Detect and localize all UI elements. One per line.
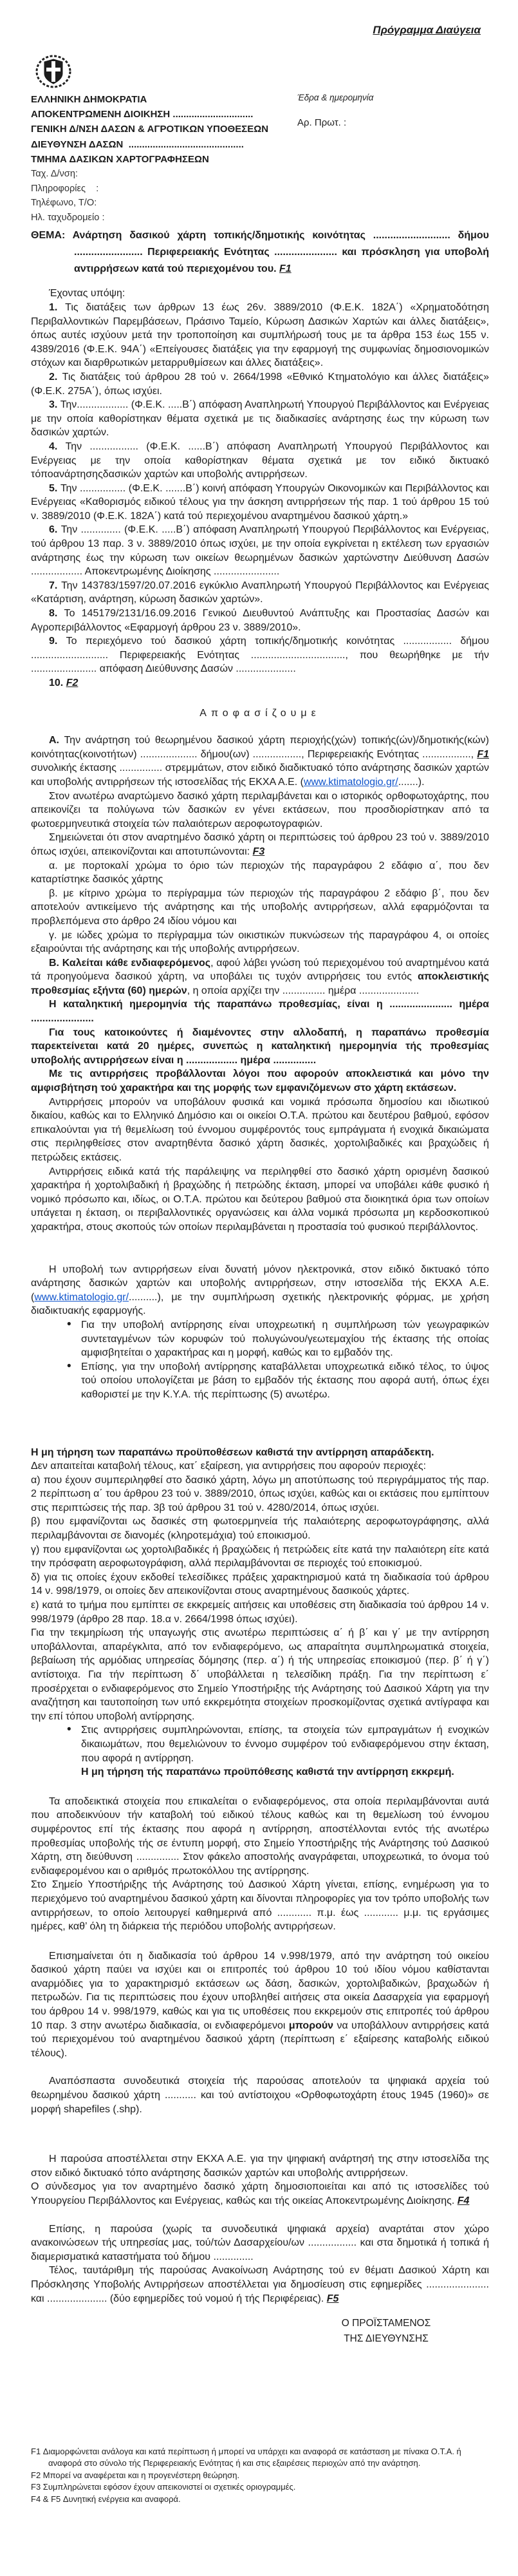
paragraph: [31, 1446, 489, 1460]
text-run: 3.: [49, 399, 60, 411]
text-run: Με τις αντιρρήσεις προβάλλονται λόγοι που αφορούν αποκλειστικά και μόνο την αμφισβήτηση τού χαρακτήρα και της μορφής των εμφανιζόμενων στο χάρτη εκτάσεων.: [31, 1068, 489, 1094]
agency-line-decentralized-admin: ΑΠΟΚΕΝΤΡΩΜΕΝΗ ΔΙΟΙΚΗΣΗ ..............................: [31, 109, 254, 120]
signature-title-line2: ΤΗΣ ΔΙΕΥΘΥΝΣΗΣ: [344, 2333, 429, 2345]
text-run: Σημειώνεται ότι στον αναρτημένο δασικό χάρτη οι περιπτώσεις τού άρθρου 23 τού ν. 3889/2010 όπως ισχύει, απεικονίζονται και αποτυπώνονται:: [31, 832, 489, 857]
text-run: ..........: [129, 1291, 158, 1303]
text-run: Τις διατάξεις τού άρθρου 28 τού ν. 2664/1998 «Εθνικό Κτηματολόγιο και άλλες διατάξεις» (Φ.Ε.Κ. 275Α΄), όπως ισχύει.: [31, 371, 489, 397]
text-run: Αποφασίζουμε: [199, 707, 320, 719]
text-run: Τα αποδεικτικά στοιχεία που επικαλείται ο ενδιαφερόμενος, στα οποία περιλαμβάνονται αυτά που αποδεικνύουν τήν καταβολή τού ειδικού τέλους καθώς και τη θεμελίωση τού έννομου συμφέροντος επί τής έκτασης που αφορά η αντίρρηση, αποστέλλονται εντός τής ανωτέρω προθεσμίας υποβολής τής σε έντυπη μορφή, στο Σημείο Υποστήριξης τής Ανάρτησης τού Δασικού Χάρτη, στη διεύθυνση ............... Στον φάκελο αποστολής αναγράφεται, υποχρεωτικά, το όνομα τού ενδιαφερομένου και ο αριθμός πρωτοκόλλου της αντίρρησης.: [31, 1795, 489, 1877]
text-run: Η παρούσα αποστέλλεται στην ΕΚΧΑ Α.Ε. για την ψηφιακή ανάρτησή της στην ιστοσελίδα της στον ειδικό δικτυακό τόπο ανάρτησης δασικών χαρτών και υποβολής αντιρρήσεων.: [31, 2154, 489, 2179]
contact-email-label: Ηλ. ταχυδρομείο :: [31, 212, 105, 223]
text-run: Την ανάρτηση τού θεωρημένου δασικού χάρτη περιοχής(χών) τοπικής(ών)/δημοτικής(κών) κοινότητας(κοινοτήτων) .................... δήμου(ων) ................., Περιφερειακής Ενότητας .................,: [31, 735, 490, 760]
paragraph: [31, 831, 489, 858]
footnote-ref: F1: [477, 748, 489, 760]
text-run: β. με κίτρινο χρώμα το περίγραμμα τών περιοχών τής παραγράφου 2 εδάφιο β΄, που δεν αποτελούν αντικείμενο τής ανάρτησης και τής υποβολής αντιρρήσεων, αλλά εφαρμόζονται τα προβλεπόμενα στο άρθρο 24 ιδίου νόμου και: [31, 887, 489, 927]
ktimatologio-link[interactable]: www.ktimatologio.gr/: [34, 1291, 129, 1303]
paragraph: [31, 2180, 489, 2208]
paragraph: [31, 2074, 489, 2116]
text-run: 7.: [49, 580, 62, 591]
paragraph: [31, 859, 489, 887]
text-run: Στο Σημείο Υποστήριξης τής Ανάρτησης τού Δασικού Χάρτη γίνεται, επίσης, ενημέρωση για το περιεχόμενο τού αναρτημένου δασικού χάρτη και δίνονται πληροφορίες για τον τρόπο υποβολής των αντιρρήσεων, το οποίο λειτουργεί καθημερινά από ............ π.μ. έως ............ μ.μ. τις εργάσιμες ημέρες, καθ’ όλη τη διάρκεια τής περιόδου υποβολής αντιρρήσεων.: [31, 1879, 489, 1933]
paragraph: [31, 1473, 489, 1515]
text-run: Έχοντας υπόψη:: [49, 288, 125, 299]
paragraph: [31, 579, 489, 607]
paragraph: [31, 370, 489, 398]
text-run: Β. Καλείται κάθε ενδιαφερόμενος: [49, 957, 211, 969]
text-run: 9.: [49, 636, 66, 647]
text-run: ΘΕΜΑ: Ανάρτηση δασικού χάρτη τοπικής/δημοτικής κοινότητας ........................... δήμου ........................ Περιφερειακής Ενότητας ...................... και πρόσκληση για υποβολή αντιρρήσεων κατά τού περιεχομένου του.: [31, 230, 489, 275]
text-run: δ) για τις οποίες έχουν εκδοθεί τελεσίδικες πράξεις χαρακτηρισμού κατά τη διαδικασία τού άρθρου 14 ν. 998/1979, οι οποίες δεν απεικονίζονται στους αναρτημένους δασικούς χάρτες.: [31, 1571, 489, 1597]
text-run: Για την υποβολή αντίρρησης είναι υποχρεωτική η συμπλήρωση τών γεωγραφικών συντεταγμένων τών κορυφών τού πολυγώνου/γεωτεμαχίου τής έκτασης τής οποίας αμφισβητείται ο χαρακτήρας και η μορφή, καθώς και το εμβαδόν της.: [81, 1319, 489, 1359]
text-run: Α.: [49, 735, 64, 746]
protocol-number-label: Αρ. Πρωτ. :: [297, 117, 347, 128]
text-run: Την .............. (Φ.Ε.Κ. .....Β΄) απόφαση Αναπληρωτή Υπουργού Περιβάλλοντος και Ενέργειας, τού άρθρου 13 παρ. 3 ν. 3889/2010 όπως ισχύει, με την οποία εγκρίνεται η εκτέλεση των εργασιών ανάρτησης έως την κύρωση των οικείων θεωρημένων δασικών χαρτώνστην Διεύθυνση Δασών .................. Αποκεντρωμένης Διοίκησης .......................: [31, 524, 489, 578]
paragraph: [31, 1360, 489, 1402]
paragraph: [31, 482, 489, 524]
paragraph: [31, 1026, 489, 1068]
paragraph: [31, 1949, 489, 2061]
text-run: 4.: [49, 440, 66, 452]
paragraph: [31, 1723, 489, 1765]
footnote: F1 Διαμορφώνεται ανάλογα και κατά περίπτωση ή μπορεί να υπάρχει και αναφορά σε κατάσταση με πίνακα Ο.Τ.Α. ή αναφορά στο σύνολο τής Περιφερειακής Ενότητας ή και στις εξαιρέσεις περιοχών από την ανάρτηση.: [31, 2447, 461, 2468]
text-run: Αναπόσπαστα συνοδευτικά στοιχεία τής παρούσας αποτελούν τα ψηφιακά αρχεία τού θεωρημένου δασικού χάρτη ........... και τού αντίστοιχου «Ορθοφωτοχάρτη έτους 1945 (1960)» σε μορφή shapefiles (.shp).: [31, 2076, 489, 2115]
text-run: Την.................. (Φ.Ε.Κ. .....Β΄) απόφαση Αναπληρωτή Υπουργού Περιβάλλοντος και Ενέργειας με την οποία καθορίστηκαν θέματα σχετικά με τις διαδικασίες ανάρτησης έως την κύρωση των δασικών χαρτών.: [31, 399, 489, 439]
signature-block: [293, 2316, 479, 2347]
signature-title-line1: Ο ΠΡΟΪΣΤΑΜΕΝΟΣ: [341, 2318, 431, 2329]
paragraph: [31, 607, 489, 634]
text-run: Ο σύνδεσμος για τον αναρτημένο δασικό χάρτη δημοσιοποιείται και από τις ιστοσελίδες τού Υπουργείου Περιβάλλοντος και Ενέργειας, καθώς και τής οικείας Αποκεντρωμένης Διοίκησης.: [31, 2181, 489, 2207]
paragraph: [31, 398, 489, 440]
paragraph: [31, 1263, 489, 1318]
text-run: Για την τεκμηρίωση τής υπαγωγής στις ανωτέρω περιπτώσεις α΄ ή β΄ και γ΄ με την αντίρρηση υποβάλλονται, απαρέγκλιτα, από τον ενδιαφερόμενο, ως απαραίτητα συμπληρωματικά στοιχεία, βεβαίωση τής αρμόδιας υπηρεσίας δόμησης (περ. α΄) ή τής υπηρεσίας εποικισμού (περ. β΄ ή γ΄) αντίστοιχα. Για τήν περίπτωση δ΄ υποβάλλεται η τελεσίδικη πράξη. Για την περίπτωση ε΄ προσέρχεται ο ενδιαφερόμενος στο Σημείο Υποστήριξης τής Ανάρτησης τού Δασικού Χάρτη για την αναζήτηση και ταυτοποίηση των υπό εκκρεμότητα στοιχείων προσκομίζοντας σχετικά αντίγραφα και την επί τόπου υποβολή αντίρρησης.: [31, 1627, 489, 1722]
agency-line-general-directorate: ΓΕΝΙΚΗ Δ/ΝΣΗ ΔΑΣΩΝ & ΑΓΡΟΤΙΚΩΝ ΥΠΟΘΕΣΕΩΝ: [31, 124, 269, 135]
footnote-ref: F3: [252, 846, 265, 857]
paragraph: [31, 2264, 489, 2306]
text-run: ), με την συμπλήρωση σχετικής ηλεκτρονικής φόρμας, με χρήση διαδικτυακής εφαρμογής.: [31, 1291, 489, 1317]
text-run: 5.: [49, 482, 60, 494]
text-run: , η οποία αρχίζει την ............... ημέρα .....................: [187, 985, 420, 996]
letterhead: [31, 55, 489, 225]
greek-coat-of-arms-icon: [35, 55, 72, 88]
paragraph: [31, 634, 489, 676]
paragraph: [31, 734, 489, 789]
text-run: συνολικής έκτασης ............... στρεμμάτων, στον ειδικό διαδικτυακό τόπο ανάρτησης δασικών χαρτών και υποβολής αντιρρήσεων τής ιστοσελίδας τής ΕΚΧΑ Α.Ε. (: [31, 762, 489, 788]
paragraph: [31, 1795, 489, 1879]
text-run: Η μη τήρηση τής παραπάνω προϋπόθεσης καθιστά την αντίρρηση εκκρεμή.: [81, 1766, 454, 1778]
paragraph: [31, 1067, 489, 1095]
text-run: Το περιεχόμενο τού δασικού χάρτη τοπικής/δημοτικής κοινότητας ................. δήμου ........................... Περιφερειακής Ενότητας ................................., που θεωρήθηκε με τήν ....................... απόφαση Διεύθυνσης Δασών .....................: [31, 636, 489, 675]
text-run: Δεν απαιτείται καταβολή τέλους, κατ΄ εξαίρεση, για αντιρρήσεις που αφορούν περιοχές:: [31, 1461, 427, 1472]
seat-and-date-label: Έδρα & ημερομηνία: [297, 93, 374, 102]
text-run: 6.: [49, 524, 61, 536]
paragraph: [31, 1095, 489, 1165]
paragraph: [31, 523, 489, 578]
text-run: Επίσης, για την υποβολή αντίρρησης καταβάλλεται υποχρεωτικά ειδικό τέλος, το ύψος τού οποίου υπολογίζεται με βάση το εμβαδόν τής έκτασης που αφορά αυτή, όπως έχει καθοριστεί με την Κ.Υ.Α. τής περίπτωσης (5) ανωτέρω.: [81, 1361, 489, 1400]
text-run: γ. με ιώδες χρώμα το περίγραμμα τών οικιστικών πυκνώσεων τής παραγράφου 4, οι οποίες εξαιρούνται τής ανάρτησης και τής υποβολής αντιρρήσεων.: [31, 929, 489, 955]
text-run: Στον ανωτέρω αναρτώμενο δασικό χάρτη περιλαμβάνεται και ο ιστορικός ορθοφωτοχάρτης, που απεικονίζει τα πολύγωνα τών δασικών εν γένει εκτάσεων, που προσδιορίστηκαν από τα φωτοερμηνευτικά στοιχεία τών παλαιότερων αεροφωτογραφιών.: [31, 790, 489, 829]
text-run: Η μη τήρηση των παραπάνω προϋποθέσεων καθιστά την αντίρρηση απαράδεκτη.: [31, 1446, 434, 1458]
footnote-ref: F1: [279, 263, 291, 275]
text-run: Την ................ (Φ.Ε.Κ. .......Β΄) κοινή απόφαση Υπουργών Οικονομικών και Περιβάλλοντος και Ενέργειας «Καθορισμός ειδικού τέλους για την άσκηση αντιρρήσεων τής παρ. 1 τού άρθρου 15 τού ν. 3889/2010 (Φ.Ε.Κ. 182Α΄) κατά τού περιεχομένου αναρτημένου δασικού χάρτη.»: [31, 482, 489, 522]
text-run: 2.: [49, 371, 62, 383]
text-run: Τις διατάξεις των άρθρων 13 έως 26ν. 3889/2010 (Φ.Ε.Κ. 182Α΄) «Χρηματοδότηση Περιβαλλοντικών Παρεμβάσεων, Πράσινο Ταμείο, Κύρωση Δασικών Χαρτών και άλλες διατάξεις», όπως αυτές ισχύουν μετά την τροποποίηση και συμπλήρωσή τους με τα άρθρα 153 έως 155 ν. 4389/2016 (Φ.Ε.Κ. 94Α΄) «Επείγουσες διατάξεις για την εφαρμογή της συμφωνίας δημοσιονομικών στόχων και διαρθρωτικών μεταρρυθμίσεων και άλλες διατάξεις».: [31, 301, 489, 369]
paragraph: [31, 1543, 489, 1571]
paragraph: [31, 1878, 489, 1933]
decision-heading: [31, 706, 489, 721]
text-run: β) που εμφανίζονται ως δασικές στη φωτοερμηνεία τής παλαιότερης αεροφωτογράφησης, αλλά περιλαμβάνονται σε διανομές (κληροτεμάχια) τού εποικισμού.: [31, 1516, 489, 1542]
paragraph: [31, 1765, 489, 1779]
text-run: να υποβάλλουν αντιρρήσεις κατά τού περιεχομένου τού αναρτημένου δασικού χάρτη (περίπτωση ε΄ εξαίρεσης καταβολής ειδικού τέλους).: [31, 2020, 489, 2059]
text-run: α. με πορτοκαλί χρώμα το όριο τών περιοχών τής παραγράφου 2 εδάφιο α΄, που δεν καταρτίστηκε δασικός χάρτης: [31, 860, 489, 886]
footnote: F2 Μπορεί να αναφέρεται και η προγενέστερη θεώρηση.: [31, 2470, 240, 2480]
paragraph: [31, 1459, 489, 1473]
text-run: Την 143783/1597/20.07.2016 εγκύκλιο Αναπληρωτή Υπουργού Περιβάλλοντος και Ενέργειας «Κατάρτιση, ανάρτηση, κύρωση δασικών χαρτών».: [31, 580, 490, 605]
paragraph: [31, 301, 489, 370]
paragraph: [31, 1598, 489, 1626]
paragraph: [31, 287, 489, 301]
text-run: Η υποβολή των αντιρρήσεων είναι δυνατή μόνον ηλεκτρονικά, στον ειδικό δικτυακό τόπο ανάρτησης δασικών χαρτών και υποβολής αντιρρήσεων, στην ιστοσελίδα τής ΕΚΧΑ Α.Ε. (: [31, 1264, 489, 1303]
paragraph: [31, 1626, 489, 1723]
text-run: μπορούν: [288, 2020, 334, 2031]
text-run: γ) που εμφανίζονται ως χορτολιβαδικές ή βραχώδεις ή πετρώδεις είτε κατά την παλαιότερη είτε κατά την πρόσφατη αεροφωτογράφιση, αλλά περιλαμβάνονται σε περιοχές τού εποικισμού.: [31, 1544, 489, 1569]
text-run: Αντιρρήσεις μπορούν να υποβάλουν φυσικά και νομικά πρόσωπα δημοσίου και ιδιωτικού δικαίου, καθώς και το Ελληνικό Δημόσιο και οι οικείοι Ο.Τ.Α. πρώτου και δευτέρου βαθμού, εφόσον επικαλούνται για τή θεμελίωση τού έννομου συμφέροντός τους εμπράγματα ή ενοχικά δικαιώματα στις περιληφθείσες στον αναρτηθέντα δασικό χάρτη δασικές, χορτολιβαδικές και βραχώδεις ή πετρώδεις εκτάσεις.: [31, 1096, 489, 1164]
footnote-ref: F4: [457, 2195, 470, 2207]
footnote-ref: F2: [66, 677, 79, 689]
text-run: Τέλος, ταυτάριθμη τής παρούσας Ανακοίνωση Ανάρτησης τού εν θέματι Δασικού Χάρτη και Πρόσκλησης Υποβολής Αντιρρήσεων αποστέλλεται για δημοσίευση στις εφημερίδες ...................... και ..................... (δύο εφημερίδες τού νομού ή τής Περιφέρειας).: [31, 2265, 489, 2304]
text-run: Η καταληκτική ημερομηνία τής παραπάνω προθεσμίας, είναι η ...................... ημέρα ......................: [31, 999, 489, 1025]
program-diavgeia-title: Πρόγραμμα Διαύγεια: [373, 24, 481, 36]
paragraph: [31, 887, 489, 929]
footnote: F4 & F5 Δυνητική ενέργεια και αναφορά.: [31, 2494, 181, 2504]
document-body: [31, 227, 489, 2306]
ktimatologio-link[interactable]: www.ktimatologio.gr/: [303, 776, 398, 788]
paragraph: [31, 1515, 489, 1542]
subject-line: [31, 227, 489, 278]
text-run: Την ................. (Φ.Ε.Κ. ......Β΄) απόφαση Αναπληρωτή Υπουργού Περιβάλλοντος και Ενέργειας με την οποία καθορίστηκαν θέματα σχετικά με τον ειδικό δικτυακό τόποανάρτησηςδασικών χαρτών και υποβολής αντιρρήσεων.: [31, 440, 490, 480]
agency-line-republic: ΕΛΛΗΝΙΚΗ ΔΗΜΟΚΡΑΤΙΑ: [31, 94, 147, 105]
paragraph: [31, 676, 489, 690]
paragraph: [31, 2152, 489, 2180]
text-run: Επίσης, η παρούσα (χωρίς τα συνοδευτικά ψηφιακά αρχεία) αναρτάται στον χώρο ανακοινώσεων τής υπηρεσίας μας, τού/τών Δασαρχείου/ων ................. και στα δημοτικά ή τοπικά ή διαμερισματικά καταστήματα τού δήμου ..............: [31, 2223, 489, 2262]
paragraph: [31, 1165, 489, 1235]
paragraph: [31, 956, 489, 998]
paragraph: [31, 1571, 489, 1598]
paragraph: [31, 1318, 489, 1360]
text-run: 10.: [49, 677, 66, 689]
paragraph: [31, 929, 489, 956]
text-run: , αφού λάβει γνώση τού περιεχομένου τού αναρτημένου κατά τά προηγούμενα δασικού χάρτη, να υποβάλει τις τυχόν αντιρρήσεις του εντός: [31, 957, 489, 983]
contact-phone-label: Τηλέφωνο, Τ/Ο:: [31, 198, 97, 209]
footnote: F3 Συμπληρώνεται εφόσον έχουν απεικονιστεί οι σχετικές οριογραμμές.: [31, 2482, 296, 2492]
agency-line-forest-directorate: ΔΙΕΥΘΥΝΣΗ ΔΑΣΩΝ ...........................................: [31, 138, 244, 150]
agency-line-mapping-department: ΤΜΗΜΑ ΔΑΣΙΚΩΝ ΧΑΡΤΟΓΡΑΦΗΣΕΩΝ: [31, 153, 209, 165]
footnote-ref: F5: [326, 2293, 339, 2304]
text-run: Επισημαίνεται ότι η διαδικασία τού άρθρου 14 ν.998/1979, από την ανάρτηση τού οικείου δασικού χάρτη παύει να ισχύει και οι επιτροπές τού άρθρου 10 τού ιδίου νόμου καθίστανται αναρμόδιες για το χαρακτηρισμό εκτάσεων ως δάση, δασικών, χορτολιβαδικών, βραχωδών ή πετρωδών. Για τις περιπτώσεις που έχουν υποβληθεί αιτήσεις στα οικεία Δασαρχεία για εφαρμογή του άρθρου 14 ν. 998/1979, καθώς και για τις υποθέσεις που εκκρεμούν στις επιτροπές τού άρθρου 10 παρ. 3 στην ανωτέρω διαδικασία, οι ενδιαφερόμενοι: [31, 1950, 489, 2031]
contact-address-label: Ταχ. Δ/νση:: [31, 169, 78, 180]
paragraph: [31, 440, 489, 482]
paragraph: [31, 790, 489, 831]
text-run: .......).: [398, 776, 425, 788]
text-run: ε) κατά το τμήμα που εμπίπτει σε εκκρεμείς αιτήσεις και υποθέσεις στη διαδικασία τού άρθρου 14 ν. 998/1979 (άρθρο 28 παρ. 18.α ν. 2664/1998 όπως ισχύει).: [31, 1600, 489, 1625]
contact-info-label: Πληροφορίες :: [31, 183, 99, 194]
text-run: α) που έχουν συμπεριληφθεί στο δασικό χάρτη, λόγω μη αποτύπωσης τού περιγράμματος τής παρ. 2 περίπτωση α΄ του άρθρου 23 τού ν. 3889/2010, όπως ισχύει, καθώς και οι εκτάσεις που εμπίπτουν στις περιπτώσεις τής παρ. 3β τού άρθρου 31 τού ν. 4280/2014, όπως ισχύει.: [31, 1474, 489, 1513]
text-run: αποκλειστικής προθεσμίας εξήντα (60) ημερών: [31, 971, 489, 996]
paragraph: [31, 998, 489, 1025]
text-run: Αντιρρήσεις ειδικά κατά τής παράλειψης να περιληφθεί στο δασικό χάρτη ορισμένη δασικού χαρακτήρα ή χορτολιβαδική ή βραχώδης ή πετρώδης έκταση, μπορεί να υποβάλει κάθε φυσικό ή νομικό πρόσωπο και, ιδίως, οι Ο.Τ.Α. πρώτου και δεύτερου βαθμού στα διοικητικά όρια των οποίων υπάγεται η έκταση, οι περιβαλλοντικές οργανώσεις και άλλα νομικά πρόσωπα μη κερδοσκοπικού χαρακτήρα, στους σκοπούς τών οποίων περιλαμβάνεται η προστασία τού φυσικού περιβάλλοντος.: [31, 1166, 489, 1233]
text-run: 1.: [49, 301, 66, 313]
text-run: 8.: [49, 608, 64, 620]
text-run: Για τους κατοικούντες ή διαμένοντες στην αλλοδαπή, η παραπάνω προθεσμία παρεκτείνεται κατά 20 ημέρες, συνεπώς η καταληκτική ημερομηνία τής προθεσμίας υποβολής αντιρρήσεων είναι η .................. ημέρα ...............: [31, 1027, 489, 1066]
text-run: Το 145179/2131/16.09.2016 Γενικού Διευθυντού Ανάπτυξης και Προστασίας Δασών και Αγροπεριβάλλοντος «Εφαρμογή άρθρου 23 ν. 3889/2010».: [31, 608, 489, 633]
footnotes: [31, 2446, 483, 2505]
text-run: Στις αντιρρήσεις συμπληρώνονται, επίσης, τα στοιχεία τών εμπραγμάτων ή ενοχικών δικαιωμάτων, που θεμελιώνουν το έννομο συμφέρον τού ενδιαφερόμενου στην έκταση, που αφορά η αντίρρηση.: [81, 1725, 489, 1764]
paragraph: [31, 2222, 489, 2264]
